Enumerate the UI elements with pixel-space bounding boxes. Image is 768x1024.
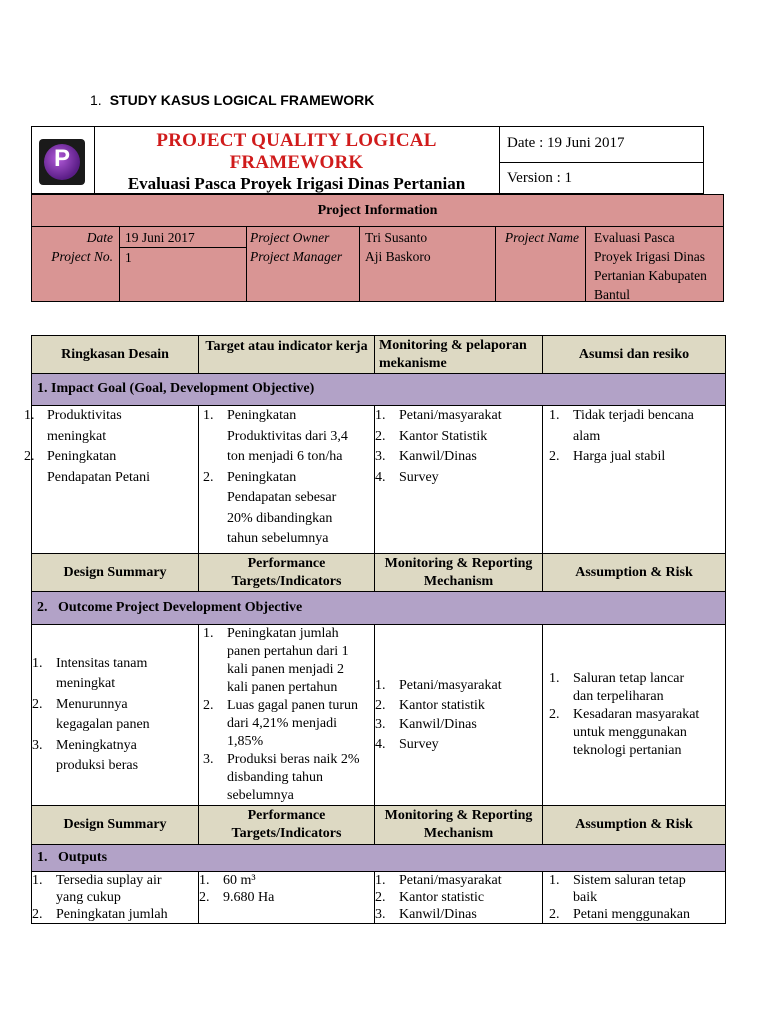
list-item-line: Kanwil/Dinas <box>399 449 477 464</box>
list-item <box>203 468 374 550</box>
list-item-line: yang cukup <box>56 890 121 905</box>
project-owner-label: Project Owner <box>250 230 330 245</box>
list-item <box>32 736 198 777</box>
list-number: 1. <box>203 626 214 641</box>
list-item <box>32 872 198 906</box>
header-date: Date : 19 Juni 2017 <box>499 127 703 163</box>
list-item <box>549 447 725 468</box>
list-item <box>375 468 542 489</box>
outputs-section-title: 1. Outputs <box>32 845 726 872</box>
list-item <box>375 872 542 889</box>
outcome-assumptions <box>543 625 726 806</box>
list-item <box>549 906 725 923</box>
list-item-line: alam <box>573 428 601 444</box>
list-item-line: Saluran tetap lancar <box>573 671 685 686</box>
col-header-design: Design Summary <box>32 806 199 845</box>
list-item-line: Petani menggunakan <box>573 907 691 922</box>
col-header-monitoring: Monitoring & Reporting Mechanism <box>375 554 543 592</box>
impact-targets <box>199 406 375 554</box>
outputs-content-row <box>32 872 726 924</box>
col-header-monitoring: Monitoring & pelaporan mekanisme <box>375 336 543 374</box>
list-item <box>24 406 198 447</box>
list-number: 1. <box>32 655 43 671</box>
outputs-design <box>32 872 199 924</box>
col-header-design: Design Summary <box>32 554 199 592</box>
list-item-line: Petani/masyarakat <box>399 873 502 888</box>
list-number: 1. <box>375 678 386 693</box>
list-item-line: Pendapatan Petani <box>47 469 151 485</box>
project-owner-value: Tri Susanto <box>365 230 428 245</box>
list-number: 2. <box>32 907 43 922</box>
impact-section-title: 1. Impact Goal (Goal, Development Objective) <box>32 374 726 406</box>
list-item-line: panen pertahun dari 1 <box>227 644 349 659</box>
date-labels <box>32 226 120 301</box>
list-number: 3. <box>375 907 386 922</box>
list-number: 1. <box>375 408 386 423</box>
impact-content-row <box>32 406 726 554</box>
list-number: 4. <box>375 736 386 752</box>
list-item-line: 1,85% <box>227 734 264 749</box>
list-number: 3. <box>375 717 386 732</box>
list-item-line: Kantor Statistik <box>399 428 488 444</box>
list-number: 1. <box>549 671 560 686</box>
project-name-label-cell <box>496 226 586 301</box>
list-number: 3. <box>375 449 386 464</box>
col-header-target: Target atau indicator kerja <box>199 336 375 374</box>
list-item <box>203 751 374 805</box>
owner-labels <box>247 226 360 301</box>
list-number: 2. <box>375 428 386 444</box>
outcome-targets <box>199 625 375 806</box>
list-item-line: Produktivitas dari 3,4 <box>227 428 348 444</box>
outcome-section-title: 2. Outcome Project Development Objective <box>32 592 726 625</box>
list-number: 2. <box>549 449 560 464</box>
outputs-targets <box>199 872 375 924</box>
project-manager-value: Aji Baskoro <box>365 249 431 264</box>
list-number: 2. <box>32 696 43 712</box>
document-heading <box>90 92 374 108</box>
list-item <box>375 447 542 468</box>
list-item-line: Harga jual stabil <box>573 449 666 464</box>
list-item <box>203 697 374 751</box>
outcome-content-row <box>32 625 726 806</box>
col-header-target: Performance Targets/Indicators <box>199 806 375 845</box>
project-name-line: Pertanian Kabupaten <box>594 268 707 283</box>
list-item-line: Tidak terjadi bencana <box>573 408 694 423</box>
section-row <box>32 374 726 406</box>
project-no-label: Project No. <box>51 249 113 264</box>
outcome-design <box>32 625 199 806</box>
list-item-line: dari 4,21% menjadi <box>227 716 338 731</box>
date-value: 19 Juni 2017 <box>120 226 246 248</box>
list-number: 4. <box>375 469 386 485</box>
list-item-line: Survey <box>399 469 439 485</box>
logo-cell <box>32 127 95 193</box>
list-item-line: Survey <box>399 736 439 752</box>
list-number: 2. <box>375 697 386 713</box>
list-item-line: Petani/masyarakat <box>399 408 502 423</box>
col-header-monitoring: Monitoring & Reporting Mechanism <box>375 806 543 845</box>
list-number: 1. <box>549 873 560 888</box>
list-item-line: Intensitas tanam <box>56 655 148 671</box>
col-header-assumption: Asumsi dan resiko <box>543 336 726 374</box>
logo-letter: P <box>53 145 70 172</box>
framework-header <box>31 126 704 194</box>
list-item-line: Luas gagal panen turun <box>227 698 359 713</box>
list-item-line: Kantor statistik <box>399 697 485 713</box>
list-item-line: tahun sebelumnya <box>227 531 329 546</box>
list-number: 2. <box>549 707 560 722</box>
list-item <box>203 406 374 468</box>
section-row <box>32 592 726 625</box>
list-item <box>375 889 542 906</box>
list-item-line: dan terpeliharan <box>573 689 664 704</box>
list-item-line: untuk menggunakan <box>573 725 687 740</box>
p-globe-logo-icon <box>39 139 85 185</box>
list-item-line: Pendapatan sebesar <box>227 490 337 505</box>
date-values <box>120 226 247 301</box>
list-item-line: Menurunnya <box>56 696 128 712</box>
project-name-label: Project Name <box>504 230 579 245</box>
outcome-monitoring <box>375 625 543 806</box>
list-item-line: Peningkatan jumlah <box>56 907 168 922</box>
list-item <box>32 695 198 736</box>
list-item-line: Petani/masyarakat <box>399 678 502 693</box>
list-item <box>549 872 725 906</box>
list-item <box>203 625 374 697</box>
logframe-table <box>24 335 726 924</box>
list-item <box>32 654 198 695</box>
list-item-line: Peningkatan <box>227 469 297 485</box>
list-item <box>375 906 542 923</box>
list-item-line: meningkat <box>56 676 116 691</box>
col-header-assumption: Assumption & Risk <box>543 806 726 845</box>
col-header-design: Ringkasan Desain <box>32 336 199 374</box>
list-number: 2. <box>24 449 35 464</box>
list-number: 2. <box>203 698 214 713</box>
list-number: 1. <box>203 408 214 423</box>
date-label: Date <box>86 230 113 245</box>
list-item-line: meningkat <box>47 428 107 444</box>
list-item-line: Meningkatnya <box>56 737 137 753</box>
list-item-line: produksi beras <box>56 758 139 773</box>
list-item <box>375 696 542 716</box>
list-item <box>549 406 725 447</box>
list-item <box>32 906 198 923</box>
project-name-line: Evaluasi Pasca <box>594 230 675 245</box>
project-title-line-1: Evaluasi Pasca Proyek Irigasi Dinas Pertanian <box>127 174 466 193</box>
list-item-line: Kanwil/Dinas <box>399 717 477 732</box>
list-number: 1. <box>375 873 386 888</box>
project-manager-label: Project Manager <box>250 249 343 264</box>
list-item <box>375 715 542 735</box>
list-item <box>549 670 725 706</box>
heading-text: STUDY KASUS LOGICAL FRAMEWORK <box>109 92 375 108</box>
list-number: 2. <box>375 890 386 905</box>
list-number: 1. <box>199 873 210 888</box>
list-item <box>375 406 542 427</box>
list-item-line: Kanwil/Dinas <box>399 907 477 922</box>
list-item-line: kali panen pertahun <box>227 680 338 695</box>
list-item-line: Produksi beras naik 2% <box>227 752 360 767</box>
impact-design <box>24 406 199 554</box>
list-item <box>199 889 374 906</box>
list-item-line: baik <box>573 890 598 905</box>
list-item-line: Kesadaran masyarakat <box>573 707 700 722</box>
list-item <box>199 872 374 889</box>
project-name-value <box>586 226 723 301</box>
outputs-monitoring <box>375 872 543 924</box>
section-row <box>32 845 726 872</box>
header-version: Version : 1 <box>507 170 572 186</box>
list-item-line: 9.680 Ha <box>223 890 275 905</box>
owner-values <box>360 226 496 301</box>
list-number: 1. <box>549 408 560 423</box>
list-item-line: teknologi pertanian <box>573 743 682 758</box>
list-item-line: Tersedia suplay air <box>56 873 162 888</box>
list-item-line: Kantor statistic <box>399 890 485 905</box>
list-item-line: 20% dibandingkan <box>227 510 333 526</box>
project-information-title: Project Information <box>32 195 723 227</box>
list-item-line: Sistem saluran tetap <box>573 873 686 888</box>
col-header-target: Performance Targets/Indicators <box>199 554 375 592</box>
list-number: 1. <box>24 408 35 423</box>
list-item-line: Peningkatan <box>47 449 117 464</box>
list-number: 2. <box>203 469 214 485</box>
list-item-line: disbanding tahun <box>227 770 324 785</box>
list-item-line: Produktivitas <box>47 408 122 423</box>
list-item <box>375 427 542 448</box>
outputs-assumptions <box>543 872 726 924</box>
list-item <box>375 735 542 755</box>
project-information-panel <box>31 194 724 302</box>
header-row <box>32 806 726 845</box>
list-number: 3. <box>203 752 214 767</box>
list-item-line: sebelumnya <box>227 788 294 803</box>
list-item-line: Peningkatan <box>227 408 297 423</box>
project-name-line: Bantul <box>594 287 630 302</box>
list-number: 3. <box>32 737 43 753</box>
list-item <box>375 676 542 696</box>
heading-number: 1. <box>90 92 102 108</box>
project-no-value: 1 <box>125 250 132 265</box>
project-name-line: Proyek Irigasi Dinas <box>594 249 705 264</box>
framework-title: PROJECT QUALITY LOGICAL FRAMEWORK <box>156 130 437 173</box>
header-row <box>32 554 726 592</box>
list-item <box>24 447 198 488</box>
list-item-line: Peningkatan jumlah <box>227 626 339 641</box>
list-item-line: ton menjadi 6 ton/ha <box>227 449 343 464</box>
list-item-line: kegagalan panen <box>56 717 150 732</box>
list-number: 2. <box>199 890 210 905</box>
list-number: 1. <box>32 873 43 888</box>
list-item <box>549 706 725 760</box>
impact-monitoring <box>375 406 543 554</box>
list-number: 2. <box>549 907 560 922</box>
title-cell <box>94 127 500 193</box>
impact-assumptions <box>543 406 726 554</box>
list-item-line: kali panen menjadi 2 <box>227 662 345 677</box>
list-item-line: 60 m³ <box>223 873 256 888</box>
col-header-assumption: Assumption & Risk <box>543 554 726 592</box>
header-row <box>32 336 726 374</box>
